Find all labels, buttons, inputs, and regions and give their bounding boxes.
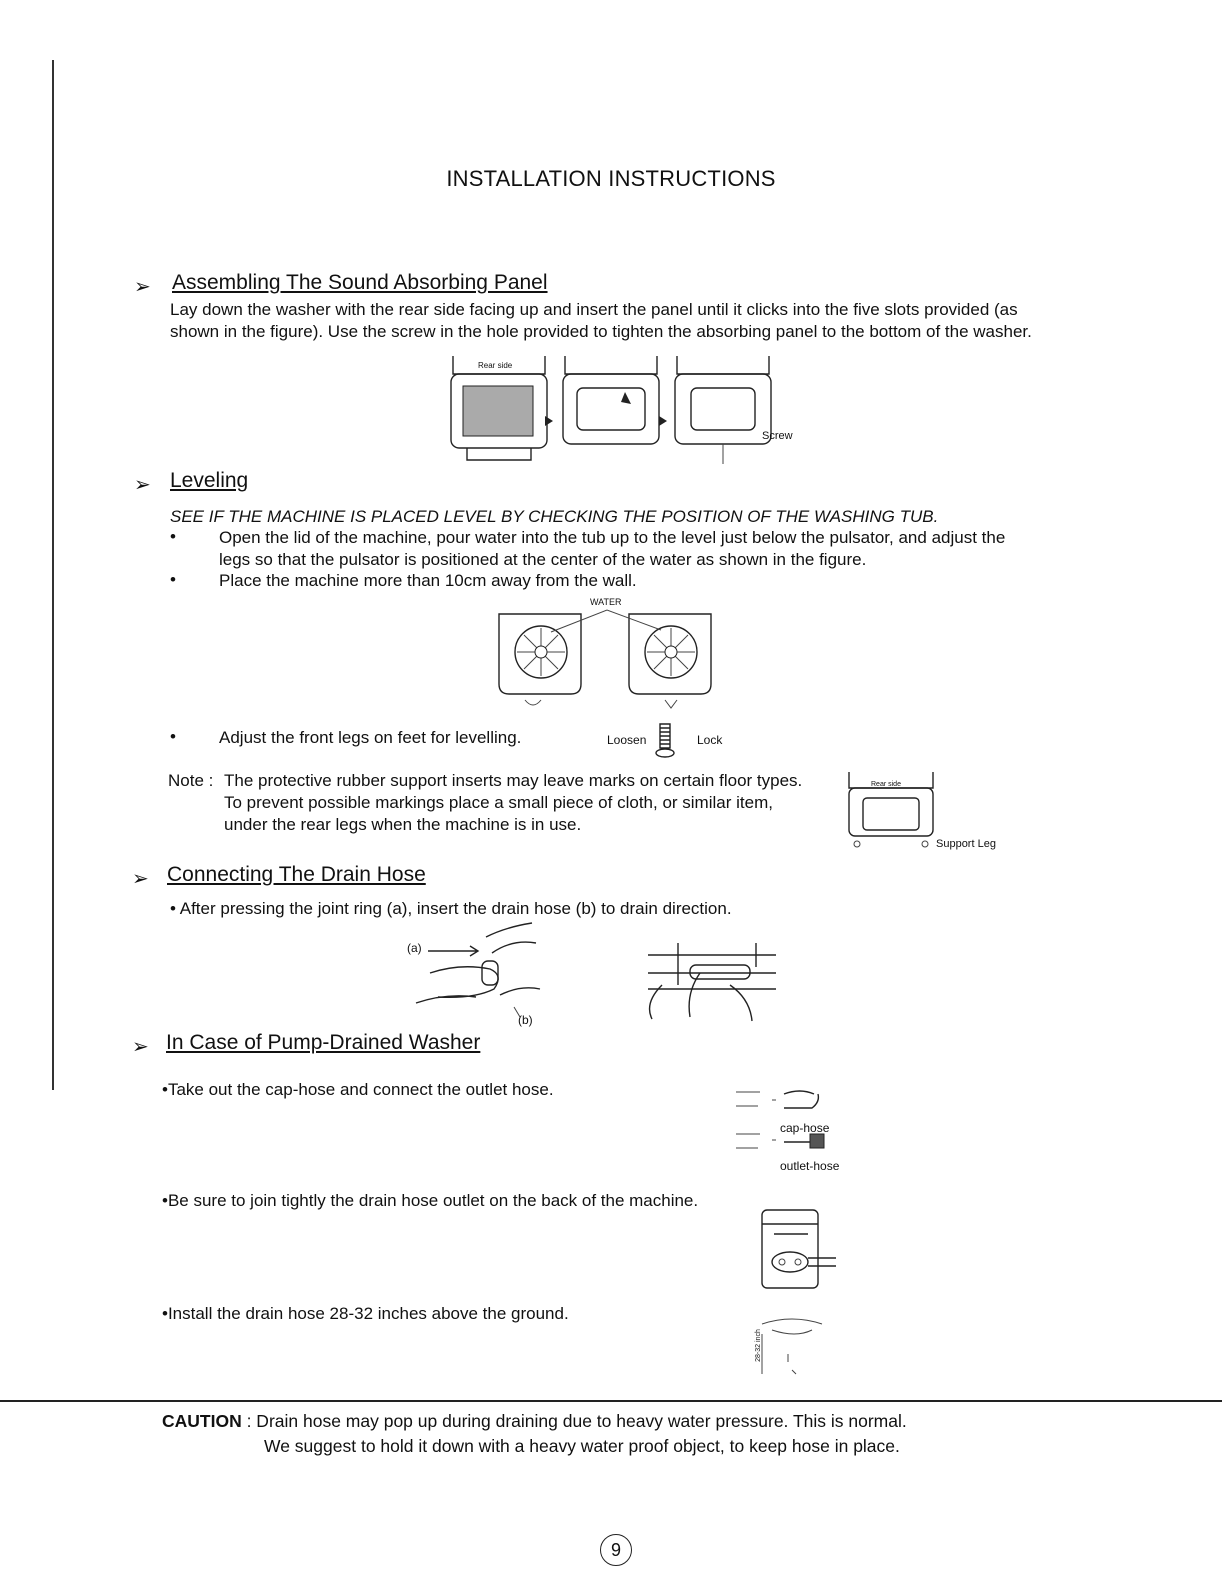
pump-item3: •Install the drain hose 28-32 inches above the ground. — [162, 1304, 569, 1323]
section-arrow-icon: ➢ — [134, 276, 151, 298]
leveling-bullet3: Adjust the front legs on feet for levelling. — [219, 728, 522, 747]
fig-label-support-leg: Support Leg — [936, 838, 996, 850]
fig-label-loosen: Loosen — [607, 733, 647, 747]
fig-label-lock: Lock — [697, 733, 723, 747]
leg-screw-icon — [652, 720, 678, 760]
machine-back-figure — [758, 1206, 840, 1292]
fig-label-rear-side: Rear side — [478, 361, 513, 370]
hose-height-figure — [752, 1314, 832, 1384]
fig-label-b: (b) — [518, 1013, 533, 1027]
page-number: 9 — [600, 1534, 632, 1566]
leveling-water-figure — [495, 600, 725, 720]
note-line3: under the rear legs when the machine is in use. — [224, 815, 582, 834]
note-label: Note : — [168, 771, 214, 790]
section-arrow-icon: ➢ — [132, 1036, 149, 1058]
binding-margin-line — [52, 60, 54, 1090]
pump-item1: •Take out the cap-hose and connect the outlet hose. — [162, 1080, 554, 1099]
leveling-bullet1-line2: legs so that the pulsator is positioned at the center of the water as shown in the figure. — [219, 550, 867, 569]
section-heading-leveling: Leveling — [170, 469, 249, 492]
caution-text-line1: : Drain hose may pop up during draining due to heavy water pressure. This is normal. — [241, 1411, 907, 1431]
caution-label: CAUTION — [162, 1411, 242, 1431]
leveling-bullet2: Place the machine more than 10cm away from the wall. — [219, 571, 637, 590]
bullet-dot: • — [170, 570, 176, 589]
bullet-dot: • — [170, 727, 176, 746]
section-heading-drain-hose: Connecting The Drain Hose — [167, 863, 426, 886]
leveling-italic-line: SEE IF THE MACHINE IS PLACED LEVEL BY CHECKING THE POSITION OF THE WASHING TUB. — [170, 507, 939, 526]
section-heading-sound-panel: Assembling The Sound Absorbing Panel — [172, 271, 548, 294]
fig-label-cap-hose: cap-hose — [780, 1121, 830, 1135]
section-heading-pump-drained: In Case of Pump-Drained Washer — [166, 1031, 481, 1054]
fig-label-screw: Screw — [762, 430, 793, 442]
bullet-dot: • — [170, 527, 176, 546]
section-arrow-icon: ➢ — [132, 868, 149, 890]
sound-panel-text-line1: Lay down the washer with the rear side facing up and insert the panel until it clicks into the five slots provided (as — [170, 300, 1018, 319]
sound-panel-figure — [445, 352, 805, 472]
fig-label-outlet-hose: outlet-hose — [780, 1159, 840, 1173]
footer-divider — [0, 1400, 1222, 1402]
section-arrow-icon: ➢ — [134, 474, 151, 496]
fig-label-height: 28-32 inch — [754, 1329, 762, 1362]
fig-label-rear-side-2: Rear side — [871, 781, 901, 788]
note-line2: To prevent possible markings place a small piece of cloth, or similar item, — [224, 793, 773, 812]
sound-panel-text-line2: shown in the figure). Use the screw in the hole provided to tighten the absorbing panel to the bottom of the washer. — [170, 322, 1032, 341]
drain-hose-figure — [400, 925, 780, 1030]
page-title: INSTALLATION INSTRUCTIONS — [446, 166, 776, 191]
caution-line2: We suggest to hold it down with a heavy water proof object, to keep hose in place. — [264, 1436, 900, 1456]
note-line1: The protective rubber support inserts may leave marks on certain floor types. — [224, 771, 803, 790]
fig-label-water: WATER — [590, 597, 622, 607]
drain-hose-text: • After pressing the joint ring (a), insert the drain hose (b) to drain direction. — [170, 899, 732, 918]
fig-label-a: (a) — [407, 941, 422, 955]
leveling-bullet1-line1: Open the lid of the machine, pour water into the tub up to the level just below the pulsator, and adjust the — [219, 528, 1006, 547]
caution-line1 — [162, 1410, 907, 1432]
pump-item2: •Be sure to join tightly the drain hose outlet on the back of the machine. — [162, 1191, 699, 1210]
